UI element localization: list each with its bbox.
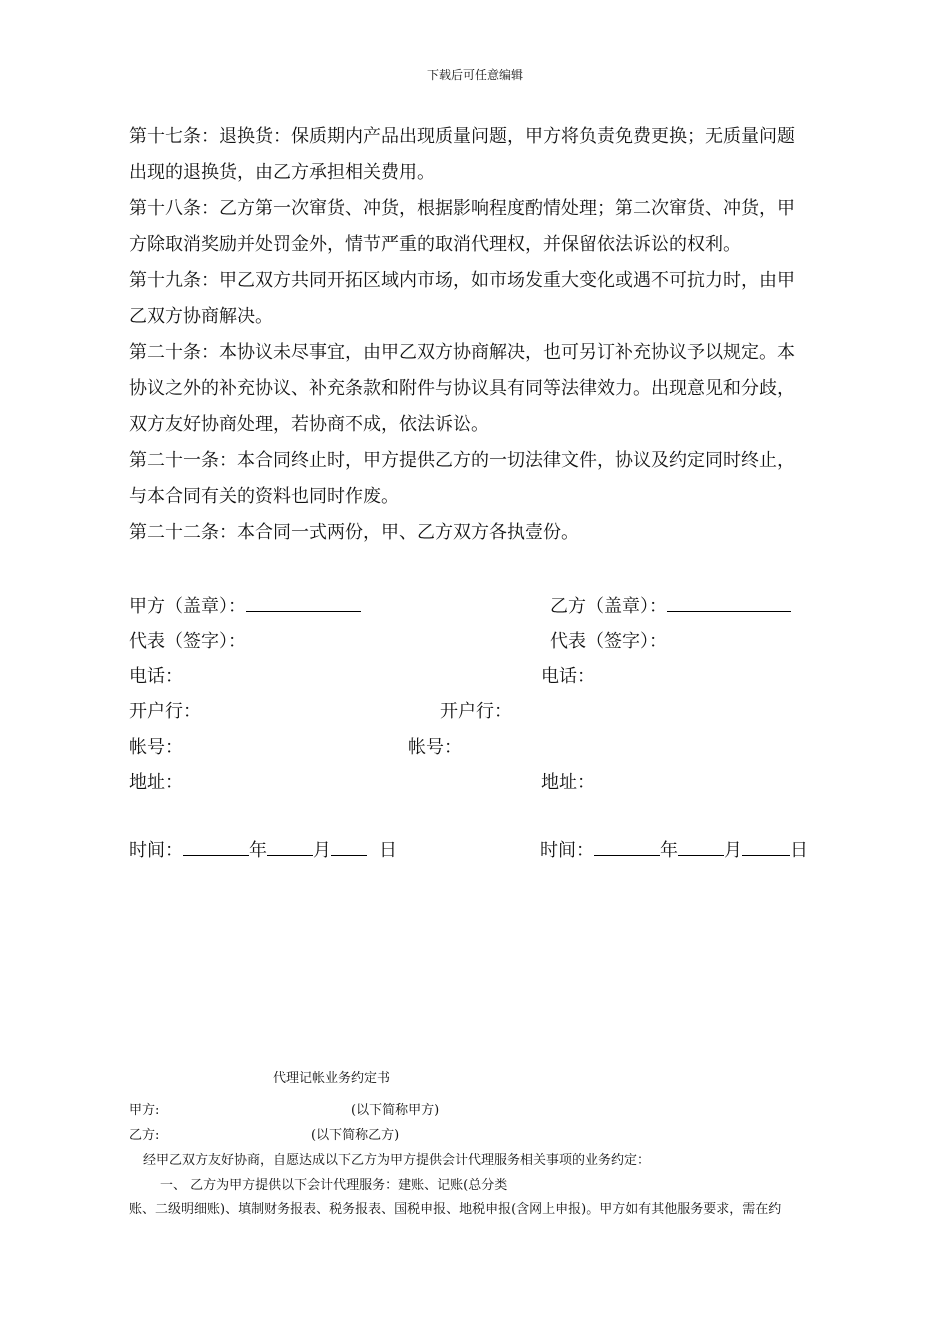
party-b-seal-label: 乙方（盖章）： [550,596,667,617]
contract-articles [129,119,849,551]
date-b-label: 时间： [540,840,594,861]
article-21-line-1: 第二十一条：本合同终止时，甲方提供乙方的一切法律文件，协议及约定同时终止， [129,450,795,471]
party-b-seal-row [550,592,791,618]
date-a-year: 年 [249,840,267,861]
rep-a-label: 代表（签字）： [129,631,246,652]
party-a-label: 甲方: [129,1103,160,1118]
service-item-1-line-1: 一、 乙方为甲方提供以下会计代理服务：建账、记账(总分类 [160,1178,508,1193]
rep-b-label: 代表（签字）： [550,631,667,652]
date-b-year: 年 [660,840,678,861]
article-17-line-2: 出现的退换货，由乙方承担相关费用。 [129,162,435,183]
address-a-label: 地址： [129,772,183,793]
article-22-line-1: 第二十二条：本合同一式两份，甲、乙方双方各执壹份。 [129,522,579,543]
article-18-line-1: 第十八条：乙方第一次窜货、冲货，根据影响程度酌情处理；第二次窜货、冲货，甲 [129,198,795,219]
article-20-line-2: 协议之外的补充协议、补充条款和附件与协议具有同等法律效力。出现意见和分歧， [129,378,795,399]
date-a-month-blank [267,837,313,856]
agreement-intro: 经甲乙双方友好协商，自愿达成以下乙方为甲方提供会计代理服务相关事项的业务约定： [143,1153,651,1168]
page-header: 下载后可任意编辑 [426,68,523,82]
date-a-year-blank [183,837,249,856]
article-20-line-3: 双方友好协商处理，若协商不成，依法诉讼。 [129,414,489,435]
article-19-line-2: 乙双方协商解决。 [129,306,273,327]
date-b-row [540,836,808,862]
date-a-label: 时间： [129,840,183,861]
service-item-1-line-2: 账、二级明细账)、填制财务报表、税务报表、国税申报、地税申报(含网上申报)。甲方如有其他服务要求，需在约 [129,1202,782,1217]
account-a-label: 帐号： [129,737,183,758]
date-a-row [129,836,397,862]
date-b-day: 日 [790,840,808,861]
article-21-line-2: 与本合同有关的资料也同时作废。 [129,486,399,507]
address-b-label: 地址： [541,772,595,793]
agreement-title: 代理记帐业务约定书 [273,1071,391,1086]
date-a-day-blank [331,837,367,856]
party-a-seal-row [129,592,361,618]
date-a-day: 日 [379,840,397,861]
date-b-month: 月 [724,840,742,861]
bank-a-label: 开户行： [129,701,201,722]
party-b-seal-blank [667,593,791,612]
article-20-line-1: 第二十条：本协议未尽事宜，由甲乙双方协商解决，也可另订补充协议予以规定。本 [129,342,795,363]
article-17-line-1: 第十七条：退换货：保质期内产品出现质量问题，甲方将负责免费更换；无质量问题 [129,126,795,147]
date-b-year-blank [594,837,660,856]
date-b-month-blank [678,837,724,856]
party-b-label: 乙方: [129,1128,160,1143]
party-a-seal-blank [246,593,361,612]
date-a-month: 月 [313,840,331,861]
article-19-line-1: 第十九条：甲乙双方共同开拓区域内市场，如市场发重大变化或遇不可抗力时，由甲 [129,270,795,291]
party-b-note: (以下简称乙方) [311,1128,400,1143]
party-a-seal-label: 甲方（盖章）： [129,596,246,617]
phone-b-label: 电话： [541,666,595,687]
date-b-day-blank [742,837,790,856]
party-a-note: (以下简称甲方) [351,1103,440,1118]
article-18-line-2: 方除取消奖励并处罚金外，情节严重的取消代理权，并保留依法诉讼的权利。 [129,234,741,255]
bank-b-label: 开户行： [440,701,512,722]
account-b-label: 帐号： [408,737,462,758]
phone-a-label: 电话： [129,666,183,687]
